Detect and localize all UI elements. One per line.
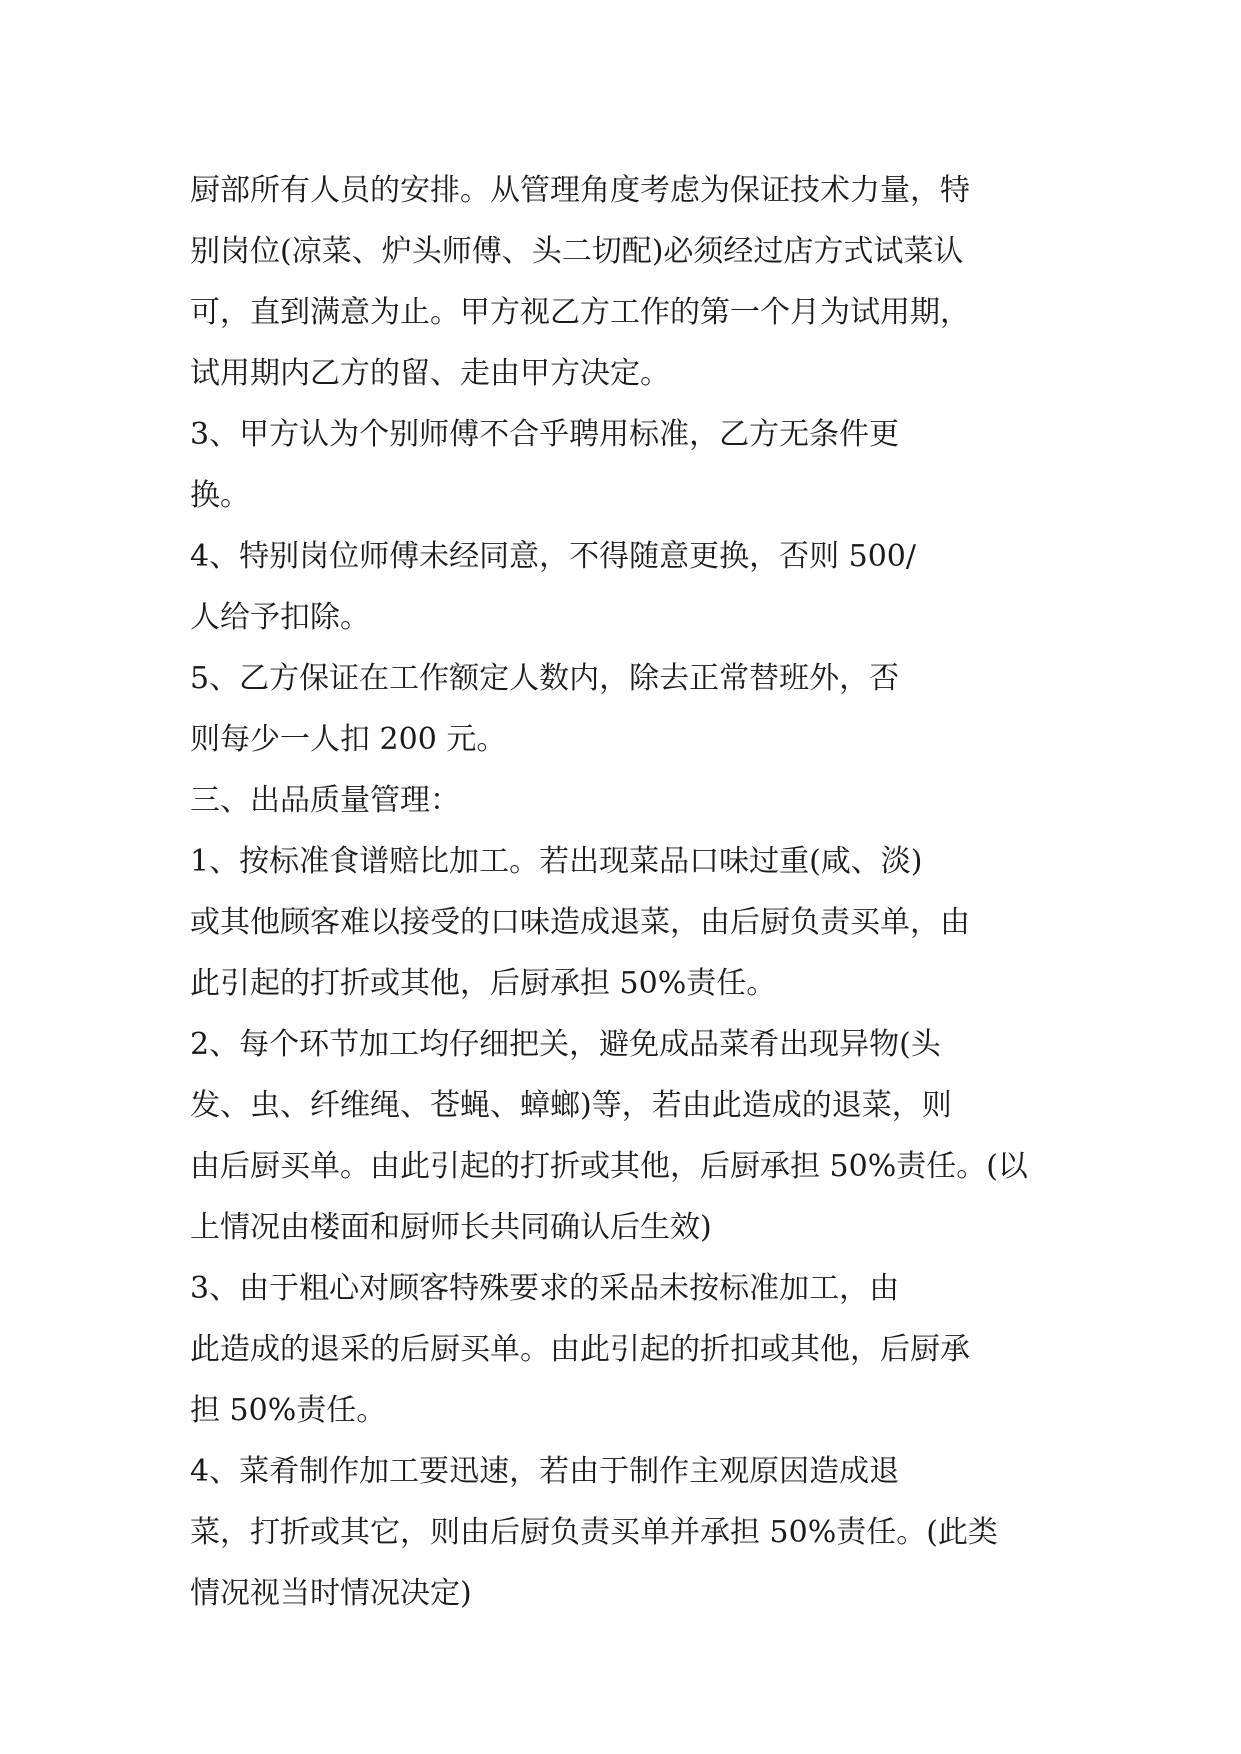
text-line: 可，直到满意为止。甲方视乙方工作的第一个月为试用期， — [190, 295, 970, 330]
text-line: 5、乙方保证在工作额定人数内，除去正常替班外，否 — [190, 661, 900, 696]
text-line: 上情况由楼面和厨师长共同确认后生效) — [190, 1210, 712, 1245]
text-line: 2、每个环节加工均仔细把关，避免成品菜肴出现异物(头 — [190, 1027, 941, 1062]
section-heading: 三、出品质量管理： — [190, 783, 460, 818]
text-line: 3、甲方认为个别师傅不合乎聘用标准，乙方无条件更 — [190, 417, 900, 452]
text-line: 4、菜肴制作加工要迅速，若由于制作主观原因造成退 — [190, 1454, 900, 1489]
text-line: 换。 — [190, 478, 250, 513]
text-line: 别岗位(凉菜、炉头师傅、头二切配)必须经过店方式试菜认 — [190, 234, 964, 269]
text-line: 试用期内乙方的留、走由甲方决定。 — [190, 356, 670, 391]
text-line: 4、特别岗位师傅未经同意，不得随意更换，否则 500/ — [190, 539, 916, 574]
text-line: 人给予扣除。 — [190, 600, 370, 635]
text-line: 此引起的打折或其他，后厨承担 50%责任。 — [190, 966, 777, 1001]
text-line: 则每少一人扣 200 元。 — [190, 722, 507, 757]
text-line: 或其他顾客难以接受的口味造成退菜，由后厨负责买单，由 — [190, 905, 970, 940]
text-line: 1、按标准食谱赔比加工。若出现菜品口味过重(咸、淡) — [190, 844, 923, 879]
text-line: 厨部所有人员的安排。从管理角度考虑为保证技术力量，特 — [190, 173, 970, 208]
text-line: 担 50%责任。 — [190, 1393, 387, 1428]
text-line: 菜，打折或其它，则由后厨负责买单并承担 50%责任。(此类 — [190, 1515, 998, 1550]
text-line: 由后厨买单。由此引起的打折或其他，后厨承担 50%责任。(以 — [190, 1149, 1028, 1184]
text-line: 3、由于粗心对顾客特殊要求的采品未按标准加工，由 — [190, 1271, 900, 1306]
text-line: 发、虫、纤维绳、苍蝇、蟑螂)等，若由此造成的退菜，则 — [190, 1088, 952, 1123]
text-line: 情况视当时情况决定) — [190, 1576, 472, 1611]
document-body — [190, 160, 1050, 1624]
text-line: 此造成的退采的后厨买单。由此引起的折扣或其他，后厨承 — [190, 1332, 970, 1367]
